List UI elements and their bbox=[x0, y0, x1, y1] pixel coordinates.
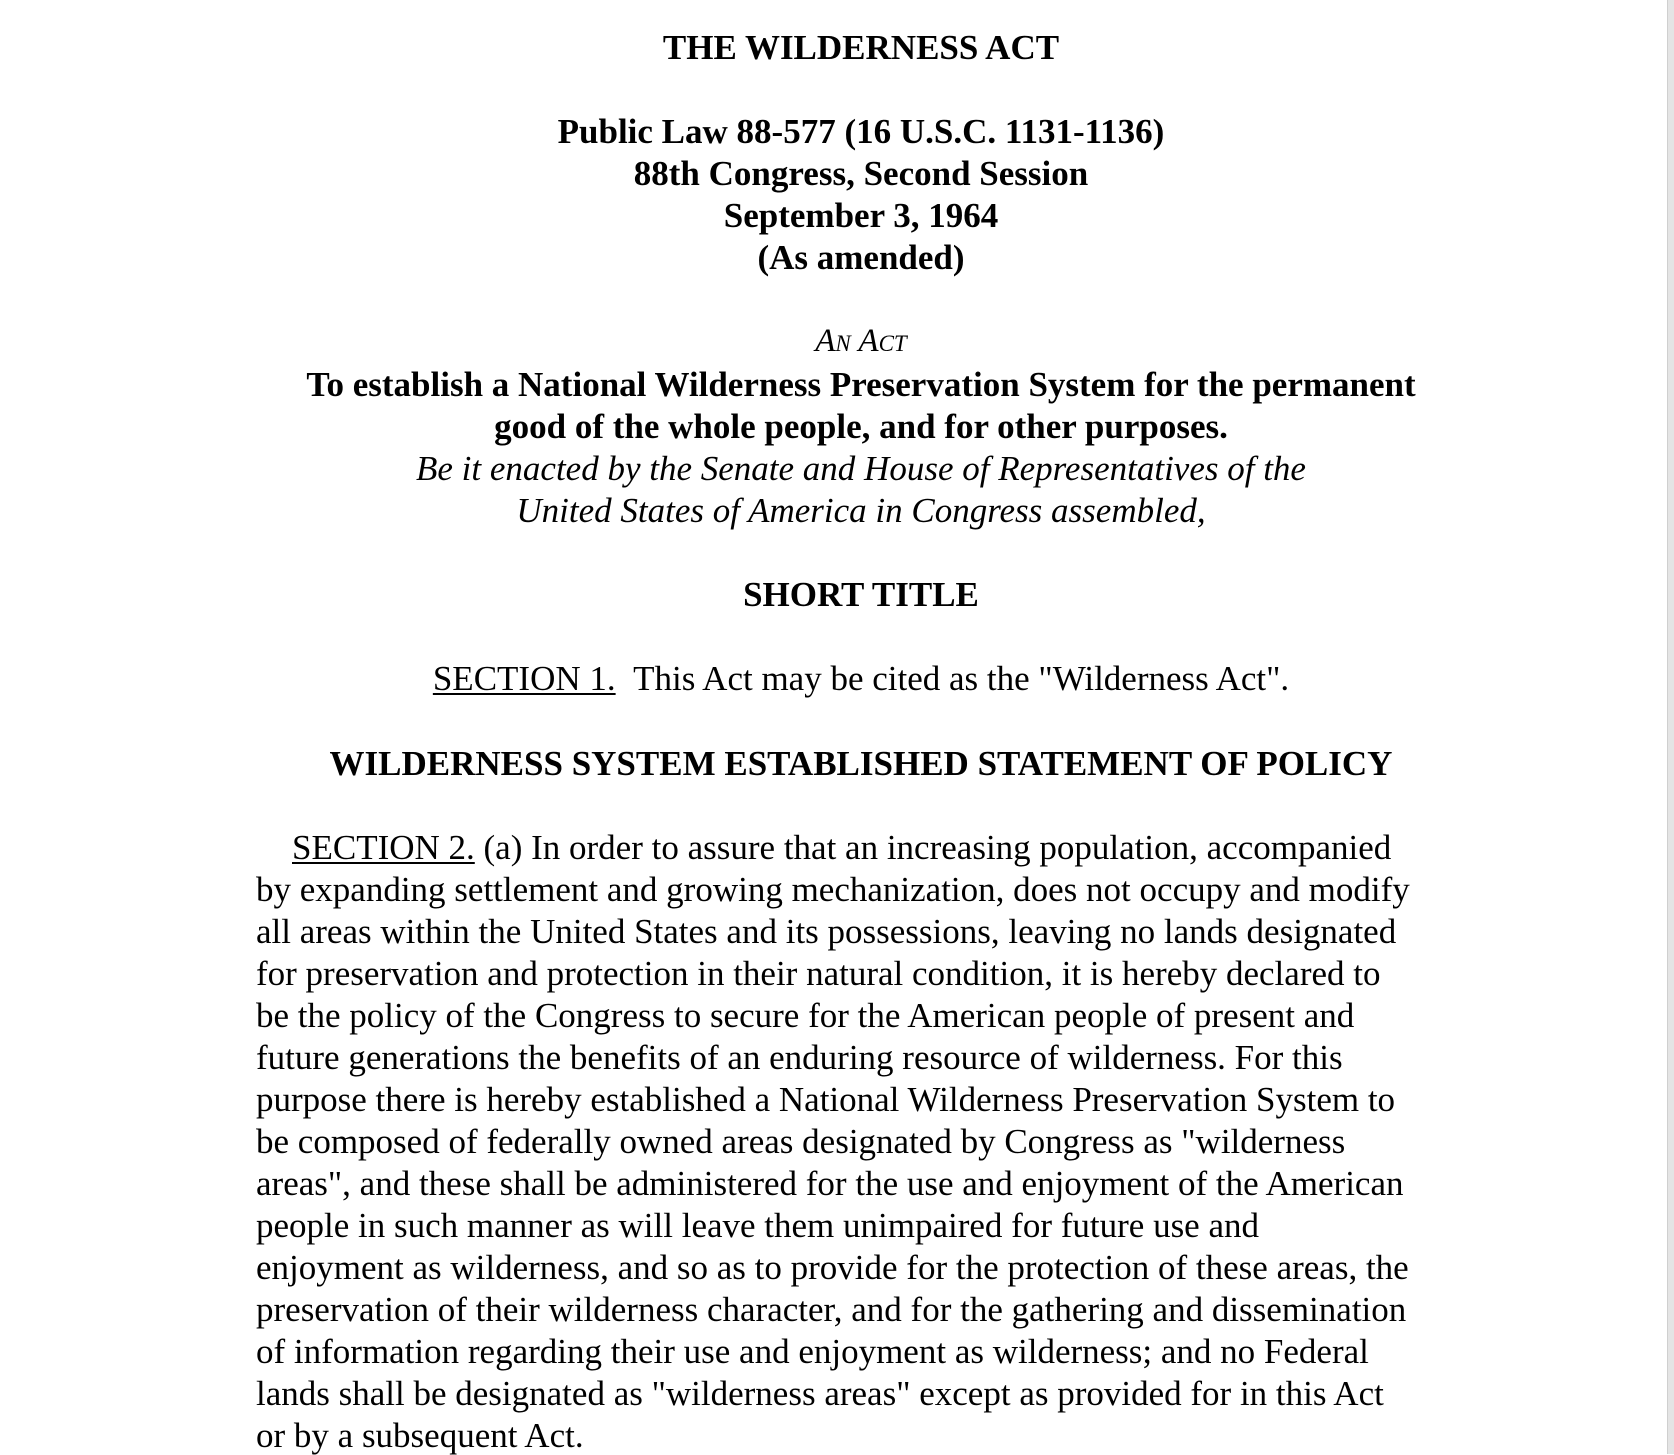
public-law-citation: Public Law 88-577 (16 U.S.C. 1131-1136) bbox=[557, 112, 1165, 151]
section-2-line: for preservation and protection in their natural condition, it is hereby declared to bbox=[256, 954, 1381, 993]
short-title-heading: SHORT TITLE bbox=[743, 575, 979, 614]
purpose-line-1: To establish a National Wilderness Preservation System for the permanent bbox=[306, 365, 1416, 404]
section-2-line: be the policy of the Congress to secure for the American people of present and bbox=[256, 996, 1355, 1035]
document-title: THE WILDERNESS ACT bbox=[662, 28, 1060, 67]
section-2-line: or by a subsequent Act. bbox=[256, 1416, 584, 1455]
purpose-line-2: good of the whole people, and for other purposes. bbox=[494, 407, 1228, 446]
section-1-label: SECTION 1. bbox=[432, 659, 616, 698]
section-2-line: areas", and these shall be administered for the use and enjoyment of the American bbox=[256, 1164, 1404, 1203]
scrollbar-track[interactable] bbox=[1667, 0, 1674, 1454]
section-1-paragraph bbox=[0, 661, 1674, 696]
section-2-label: SECTION 2. bbox=[292, 828, 475, 867]
section-2-line: people in such manner as will leave them unimpaired for future use and bbox=[256, 1206, 1260, 1245]
section-2-line: all areas within the United States and its possessions, leaving no lands designated bbox=[256, 912, 1397, 951]
an-act-label: An Act bbox=[815, 323, 907, 359]
section-1-text: This Act may be cited as the "Wilderness Act". bbox=[633, 659, 1290, 698]
section-2-line: lands shall be designated as "wilderness areas" except as provided for in this Act bbox=[256, 1374, 1384, 1413]
policy-heading: WILDERNESS SYSTEM ESTABLISHED STATEMENT OF POLICY bbox=[329, 744, 1393, 783]
section-2-line: future generations the benefits of an enduring resource of wilderness. For this bbox=[256, 1038, 1343, 1077]
section-2-line: enjoyment as wilderness, and so as to provide for the protection of these areas, the bbox=[256, 1248, 1409, 1287]
section-2-line: by expanding settlement and growing mechanization, does not occupy and modify bbox=[256, 870, 1410, 909]
enactment-date: September 3, 1964 bbox=[723, 196, 999, 235]
enacting-clause-line-1: Be it enacted by the Senate and House of Representatives of the bbox=[416, 449, 1306, 488]
section-2-line: purpose there is hereby established a National Wilderness Preservation System to bbox=[256, 1080, 1396, 1119]
section-2-line: be composed of federally owned areas designated by Congress as "wilderness bbox=[256, 1122, 1346, 1161]
section-2-first-line-text: (a) In order to assure that an increasing population, accompanied bbox=[483, 828, 1392, 867]
amended-note: (As amended) bbox=[757, 238, 965, 277]
congress-session: 88th Congress, Second Session bbox=[633, 154, 1089, 193]
section-2-first-line bbox=[292, 830, 1391, 865]
enacting-clause-line-2: United States of America in Congress assembled, bbox=[516, 491, 1206, 530]
section-2-line: preservation of their wilderness character, and for the gathering and dissemination bbox=[256, 1290, 1407, 1329]
section-2-line: of information regarding their use and enjoyment as wilderness; and no Federal bbox=[256, 1332, 1369, 1371]
